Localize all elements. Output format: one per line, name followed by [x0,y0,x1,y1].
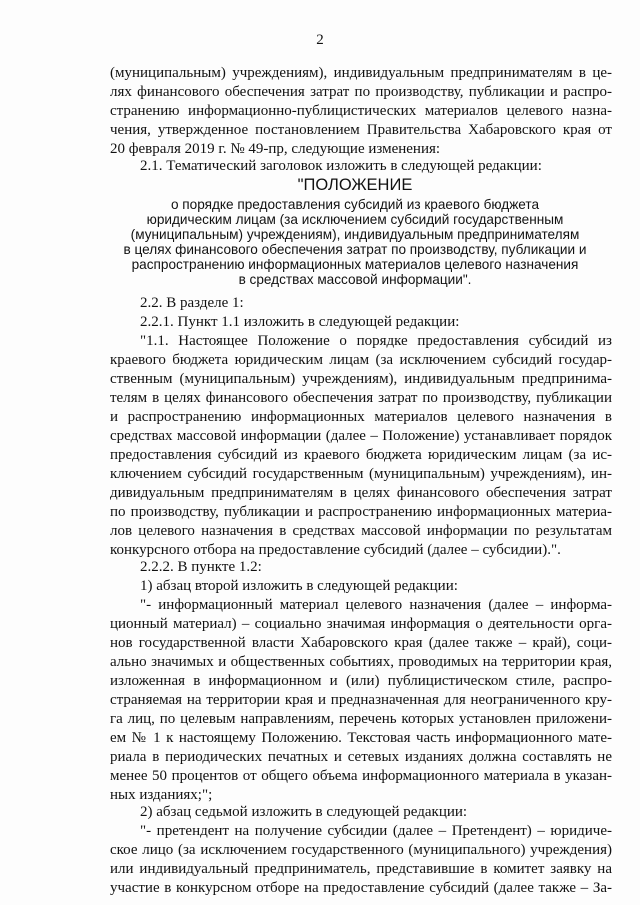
body-line: ем № 1 к настоящему Положению. Текстовая часть информационного мате- [110,730,612,746]
subtitle-line: в средствах массовой информации". [238,272,472,287]
document-title: "ПОЛОЖЕНИЕ [297,176,413,194]
body-line: ально значимых и общественных событиях, проводимых на территории края, [110,654,612,670]
body-line: га лиц, по целевым направлениям, перечень которых установлен приложени- [110,711,612,727]
body-line: "1.1. Настоящее Положение о порядке предоставления субсидий из [140,333,612,349]
body-line: краевого бюджета юридическим лицам (за исключением субсидий государ- [110,352,612,368]
intro-line: чения, утвержденное постановлением Правительства Хабаровского края от [110,122,612,138]
body-line: по производству, публикации и распространению информационных материа- [110,504,612,520]
body-line: 2.2.2. В пункте 1.2: [140,559,262,575]
body-line: ключением субсидий государственным (муниципальным) учреждениям), ин- [110,466,612,482]
body-line: нов государственной власти Хабаровского края (далее также – край), соци- [110,635,612,651]
intro-line: лях финансового обеспечения затрат по производству, публикации и распро- [110,84,612,100]
subtitle-line: (муниципальным) учреждениям), индивидуальным предпринимателям [130,227,580,242]
body-line: "- претендент на получение субсидии (далее – Претендент) – юридиче- [140,823,612,839]
body-line: 2) абзац седьмой изложить в следующей редакции: [140,804,468,820]
body-line: 2.2. В разделе 1: [140,295,244,311]
subtitle-line: о порядке предоставления субсидий из краевого бюджета [170,197,540,212]
body-line: ское лицо (за исключением государственного (муниципального) учреждения) [110,842,612,858]
body-line: 1) абзац второй изложить в следующей редакции: [140,578,458,594]
body-line: участие в конкурсном отборе на предоставление субсидий (далее также – За- [110,880,612,896]
intro-line: странению информационно-публицистических материалов целевого назна- [110,103,612,119]
intro-line: 20 февраля 2019 г. № 49-пр, следующие изменения: [110,141,441,157]
body-line: конкурсного отбора на предоставление субсидий (далее – субсидии).". [110,542,561,558]
body-line: риала в периодических печатных и сетевых изданиях должна составлять не [110,749,612,765]
body-line: 2.2.1. Пункт 1.1 изложить в следующей редакции: [140,314,460,330]
body-line: изложенная в информационном и (или) публицистическом стиле, распро- [110,673,612,689]
body-line: лов целевого назначения в средствах массовой информации по результатам [110,523,612,539]
body-line: менее 50 процентов от общего объема информационного материала в указан- [110,768,612,784]
body-line: ционный материал) – социально значимая информация о деятельности орга- [110,616,612,632]
body-line: ственным (муниципальным) учреждениям), индивидуальным предпринима- [110,371,612,387]
body-line: ных изданиях;"; [110,787,213,803]
body-line: предоставления субсидий из краевого бюджета юридическим лицам (за ис- [110,447,612,463]
body-line: дивидуальным предпринимателям в целях финансового обеспечения затрат [110,485,612,501]
body-line: средствах массовой информации (далее – Положение) устанавливает порядок [110,428,612,444]
subtitle-line: в целях финансового обеспечения затрат по производству, публикации и [123,242,587,257]
body-line: и распространению информационных материалов целевого назначения в [110,409,612,425]
body-line: или индивидуальный предприниматель, представившие в комитет заявку на [110,861,612,877]
body-line: страняемая на территории края и предназначенная для неограниченного кру- [110,692,612,708]
page-number: 2 [316,32,324,48]
item-2-1: 2.1. Тематический заголовок изложить в следующей редакции: [140,158,542,174]
body-line: "- информационный материал целевого назначения (далее – информа- [140,597,612,613]
subtitle-line: распространению информационных материалов целевого назначения [131,257,579,272]
body-line: телям в целях финансового обеспечения затрат по производству, публикации [110,390,612,406]
subtitle-line: юридическим лицам (за исключением субсидий государственным [146,212,564,227]
intro-line: (муниципальным) учреждениям), индивидуальным предпринимателям в це- [110,65,612,81]
